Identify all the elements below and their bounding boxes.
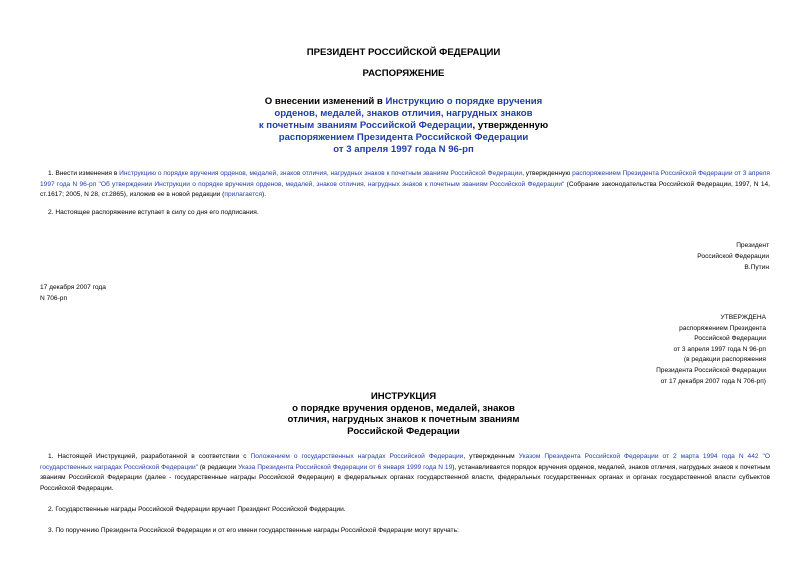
instr1-link-decree-442[interactable]: Указом Президента Российской Федерации от 2 марта 1994 года N 442 "О государственных наградах Российской Федерации" <box>40 453 770 471</box>
title-line-2-link[interactable]: орденов, медалей, знаков отличия, нагрудных знаков <box>274 108 533 119</box>
title-prefix: О внесении изменений в <box>264 96 386 107</box>
instruction-title <box>0 391 807 437</box>
instruction-title-l4: Российской Федерации <box>347 425 460 437</box>
item1-text-4: ). <box>262 191 267 199</box>
document-number: N 706-рп <box>40 295 68 302</box>
approval-l4: от 3 апреля 1997 года N 96-рп <box>673 345 766 353</box>
signature-block <box>697 240 769 273</box>
instr1-text-3: (в редакции <box>197 463 239 471</box>
document-title <box>0 96 807 156</box>
item1-text-3: (Собрание законодательства Российской Федерации, 1997, N 14, ст.1617; 2005, N 28, ст.2865), изложив ее в новой редакции ( <box>40 180 771 199</box>
document-type: РАСПОРЯЖЕНИЕ <box>362 68 445 79</box>
instruction-title-l1: ИНСТРУКЦИЯ <box>370 391 437 402</box>
title-line-3-link[interactable]: к почетным званиям Российской Федерации <box>258 120 473 131</box>
instr1-link-decree-19[interactable]: Указа Президента Российской Федерации от 6 января 1999 года N 19 <box>238 463 453 471</box>
document-date: 17 декабря 2007 года <box>40 284 106 291</box>
item1-text-1: 1. Внести изменения в <box>48 170 120 177</box>
approval-l5: (в редакции распоряжения <box>683 356 766 364</box>
instr3-text: 3. По поручению Президента Российской Федерации и от его имени государственные награды Российской Федерации могут вручать: <box>48 527 459 534</box>
item1-link-attached[interactable]: прилагается <box>224 191 263 199</box>
paragraph-item-2 <box>40 208 770 219</box>
instruction-paragraph-2 <box>40 505 770 516</box>
item1-text-2: , утвержденную <box>522 170 573 177</box>
title-link-instruction[interactable]: Инструкцию о порядке вручения <box>385 96 543 107</box>
instr1-link-regulation[interactable]: Положением о государственных наградах Российской Федерации <box>250 453 464 460</box>
instr1-text-2: , утвержденным <box>463 453 519 460</box>
document-date-number <box>40 282 106 304</box>
instruction-paragraph-1 <box>40 452 770 494</box>
item2-text: 2. Настоящее распоряжение вступает в силу со дня его подписания. <box>48 209 259 216</box>
title-line-4-link[interactable]: распоряжением Президента Российской Федерации <box>278 132 529 143</box>
document-issuer: ПРЕЗИДЕНТ РОССИЙСКОЙ ФЕДЕРАЦИИ <box>306 47 501 58</box>
approval-block <box>656 313 766 387</box>
approval-l1: УТВЕРЖДЕНА <box>720 314 766 321</box>
instr2-text: 2. Государственные награды Российской Федерации вручает Президент Российской Федерации. <box>48 506 346 513</box>
title-line-1 <box>0 96 807 108</box>
item1-link-order[interactable]: распоряжением Президента Российской Федерации от 3 апреля 1997 года N 96-рп "Об утверждении Инструкции о порядке вручения орденов, медалей, знаков отличия, нагрудных знаков к почетным званиям Российской Федерации" <box>40 170 770 188</box>
title-line-5-link[interactable]: от 3 апреля 1997 года N 96-рп <box>333 144 474 155</box>
instr1-text-1: 1. Настоящей Инструкцией, разработанной в соответствии с <box>48 453 251 460</box>
instruction-paragraph-3 <box>40 526 770 537</box>
signature-title: Президент <box>736 242 769 249</box>
signature-name: В.Путин <box>744 264 769 271</box>
approval-l6: Президента Российской Федерации <box>656 366 766 374</box>
item1-link-instruction[interactable]: Инструкцию о порядке вручения орденов, медалей, знаков отличия, нагрудных знаков к почетным званиям Российской Федерации <box>119 170 523 177</box>
approval-l2: распоряжением Президента <box>679 324 766 332</box>
instruction-title-l3: отличия, нагрудных знаков к почетным званиям <box>287 414 520 425</box>
paragraph-item-1 <box>40 169 770 201</box>
signature-country: Российской Федерации <box>697 253 769 260</box>
title-line-3 <box>0 120 807 132</box>
approval-l7: от 17 декабря 2007 года N 706-рп) <box>660 377 766 385</box>
title-line-3-rest: , утвержденную <box>472 120 549 131</box>
instruction-title-l2: о порядке вручения орденов, медалей, знаков <box>292 402 515 414</box>
approval-l3: Российской Федерации <box>694 335 766 343</box>
instr1-text-4: ), устанавливается порядок вручения орденов, медалей, знаков отличия, нагрудных знаков к почетным званиям Российской Федерации (далее - государственные награды Российской Федерации) в федеральных органах государственной власти, федеральных государственных органах и органах государственной власти субъектов Российской Федерации. <box>40 463 770 492</box>
